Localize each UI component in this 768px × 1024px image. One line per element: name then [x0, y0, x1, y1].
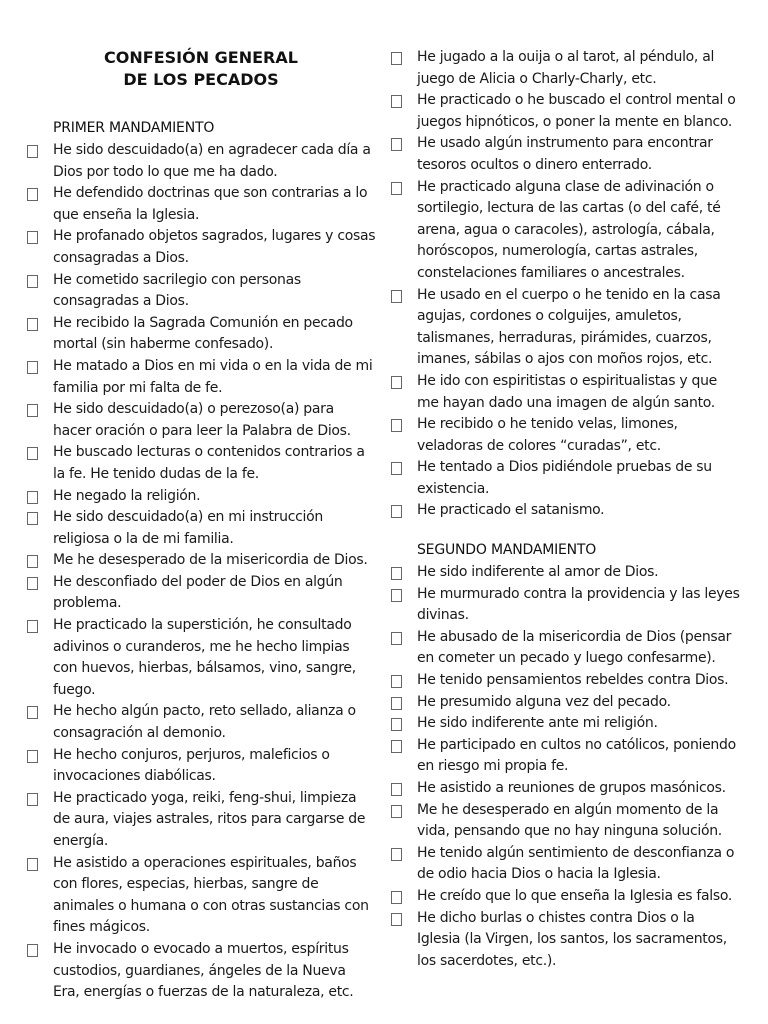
item-text: He practicado la superstición, he consultado adivinos o curanderos, me he hecho limpias con huevos, hierbas, bálsamos, vino, sangre, fuego.	[53, 617, 356, 698]
checkbox[interactable]	[27, 318, 38, 331]
item-text: He sido indiferente al amor de Dios.	[417, 564, 659, 580]
checkbox[interactable]	[391, 740, 402, 753]
checkbox[interactable]	[27, 555, 38, 568]
checklist-item	[390, 500, 740, 522]
checklist-item	[390, 133, 740, 176]
checkbox[interactable]	[27, 706, 38, 719]
checklist-item	[390, 735, 740, 778]
checkbox[interactable]	[391, 376, 402, 389]
section-heading-segundo-mandamiento: SEGUNDO MANDAMIENTO	[417, 542, 597, 558]
item-text: He jugado a la ouija o al tarot, al péndulo, al juego de Alicia o Charly-Charly, etc.	[417, 49, 715, 87]
checklist-item	[26, 507, 376, 550]
checkbox[interactable]	[391, 913, 402, 926]
section-heading-primer-mandamiento: PRIMER MANDAMIENTO	[53, 120, 215, 136]
checkbox[interactable]	[391, 52, 402, 65]
item-text: He invocado o evocado a muertos, espíritus custodios, guardianes, ángeles de la Nueva Era, energías o fuerzas de la naturaleza, etc.	[53, 940, 354, 1001]
checklist-item	[390, 800, 740, 843]
item-text: He profanado objetos sagrados, lugares y cosas consagradas a Dios.	[53, 228, 376, 266]
checkbox[interactable]	[27, 145, 38, 158]
checklist-item	[26, 356, 376, 399]
checkbox[interactable]	[391, 848, 402, 861]
item-text: He asistido a reuniones de grupos masónicos.	[417, 779, 726, 796]
checklist-item	[390, 414, 740, 457]
checkbox[interactable]	[391, 697, 402, 710]
item-text: He buscado lecturas o contenidos contrarios a la fe. He tenido dudas de la fe.	[53, 444, 365, 482]
item-text: He practicado el satanismo.	[417, 502, 605, 519]
checklist-item	[26, 572, 376, 615]
document-title	[26, 47, 376, 91]
checklist-item	[26, 745, 376, 788]
checkbox[interactable]	[391, 182, 402, 195]
primer-mandamiento-list-right	[390, 47, 740, 522]
checkbox[interactable]	[391, 290, 402, 303]
item-text: He creído que lo que enseña la Iglesia es falso.	[417, 887, 733, 904]
checklist-item	[390, 692, 740, 714]
checklist-item	[26, 853, 376, 939]
checkbox[interactable]	[27, 188, 38, 201]
checkbox[interactable]	[27, 231, 38, 244]
checklist-item	[26, 183, 376, 226]
item-text: He participado en cultos no católicos, poniendo en riesgo mi propia fe.	[417, 736, 736, 775]
item-text: Me he desesperado en algún momento de la vida, pensando que no hay ninguna solución.	[417, 801, 722, 840]
checklist-item	[390, 90, 740, 133]
item-text: He tenido algún sentimiento de desconfianza o de odio hacia Dios o hacia la Iglesia.	[417, 844, 735, 883]
title-line-1: CONFESIÓN GENERAL	[104, 48, 298, 67]
checklist-item	[390, 627, 740, 670]
checklist-item	[26, 550, 376, 572]
checkbox[interactable]	[27, 491, 38, 504]
checkbox[interactable]	[27, 793, 38, 806]
item-text: He tentado a Dios pidiéndole pruebas de su existencia.	[417, 459, 712, 497]
checklist-item	[390, 670, 740, 692]
item-text: He hecho conjuros, perjuros, maleficios o invocaciones diabólicas.	[53, 746, 330, 785]
checkbox[interactable]	[391, 718, 402, 731]
item-text: He practicado yoga, reiki, feng-shui, limpieza de aura, viajes astrales, ritos para cargarse de energía.	[53, 789, 366, 849]
checkbox[interactable]	[27, 577, 38, 590]
checkbox[interactable]	[27, 275, 38, 288]
checklist-item	[390, 457, 740, 500]
checklist-item	[26, 226, 376, 269]
checkbox[interactable]	[27, 750, 38, 763]
checkbox[interactable]	[391, 95, 402, 108]
item-text: He murmurado contra la providencia y las leyes divinas.	[417, 585, 740, 624]
checklist-item	[26, 939, 376, 1004]
item-text: He matado a Dios en mi vida o en la vida de mi familia por mi falta de fe.	[53, 357, 373, 396]
checkbox[interactable]	[27, 404, 38, 417]
checkbox[interactable]	[391, 462, 402, 475]
checkbox[interactable]	[27, 361, 38, 374]
item-text: He dicho burlas o chistes contra Dios o la Iglesia (la Virgen, los santos, los sacramentos, los sacerdotes, etc.).	[417, 909, 727, 969]
item-text: He usado en el cuerpo o he tenido en la casa agujas, cordones o colguijes, amuletos, talismanes, herraduras, pirámides, cuarzos, imanes, sábilas o ajos con moños rojos, etc.	[417, 286, 721, 368]
item-text: He presumido alguna vez del pecado.	[417, 693, 671, 710]
item-text: He sido indiferente ante mi religión.	[417, 715, 658, 732]
item-text: He cometido sacrilegio con personas consagradas a Dios.	[53, 271, 301, 310]
checklist-item	[390, 908, 740, 973]
checkbox[interactable]	[391, 891, 402, 904]
checkbox[interactable]	[391, 632, 402, 645]
item-text: He sido descuidado(a) en agradecer cada día a Dios por todo lo que me ha dado.	[53, 142, 371, 180]
item-text: He defendido doctrinas que son contrarias a lo que enseña la Iglesia.	[53, 185, 368, 223]
checkbox[interactable]	[391, 138, 402, 151]
checklist-item	[390, 371, 740, 414]
checkbox[interactable]	[27, 447, 38, 460]
checklist-item	[390, 843, 740, 886]
segundo-mandamiento-list	[390, 562, 740, 972]
item-text: He usado algún instrumento para encontrar tesoros ocultos o dinero enterrado.	[417, 135, 713, 173]
item-text: He sido descuidado(a) en mi instrucción religiosa o la de mi familia.	[53, 509, 323, 547]
checklist-item	[390, 562, 740, 584]
checkbox[interactable]	[27, 944, 38, 957]
checkbox[interactable]	[391, 505, 402, 518]
right-column	[390, 0, 740, 1024]
item-text: He abusado de la misericordia de Dios (pensar en cometer un pecado y luego confesarme).	[417, 628, 732, 667]
item-text: He practicado alguna clase de adivinación o sortilegio, lectura de las cartas (o del café, té arena, agua o caracoles), astrología, cábala, horóscopos, numerología, cartas astrales, constelaciones familiares o ancestrales.	[417, 178, 721, 281]
checklist-item	[26, 313, 376, 356]
primer-mandamiento-list-left	[26, 140, 376, 1004]
left-column	[26, 0, 376, 1024]
checklist-item	[26, 788, 376, 853]
item-text: He practicado o he buscado el control mental o juegos hipnóticos, o poner la mente en blanco.	[417, 92, 736, 130]
item-text: He tenido pensamientos rebeldes contra Dios.	[417, 671, 729, 688]
item-text: He asistido a operaciones espirituales, baños con flores, especias, hierbas, sangre de animales o humana o con otras sustancias con fines mágicos.	[53, 854, 369, 936]
checklist-item	[390, 886, 740, 908]
checklist-item	[26, 140, 376, 183]
checkbox[interactable]	[391, 805, 402, 818]
checkbox[interactable]	[27, 858, 38, 871]
checkbox[interactable]	[391, 675, 402, 688]
checklist-item	[390, 47, 740, 90]
checklist-item	[26, 615, 376, 701]
checkbox[interactable]	[391, 589, 402, 602]
checklist-item	[390, 584, 740, 627]
title-line-2: DE LOS PECADOS	[123, 70, 279, 89]
checklist-item	[26, 399, 376, 442]
checklist-item	[26, 270, 376, 313]
item-text: He hecho algún pacto, reto sellado, alianza o consagración al demonio.	[53, 703, 356, 742]
checkbox[interactable]	[27, 620, 38, 633]
item-text: He ido con espiritistas o espiritualistas y que me hayan dado una imagen de algún santo.	[417, 372, 717, 411]
item-text: Me he desesperado de la misericordia de Dios.	[53, 552, 368, 569]
checkbox[interactable]	[391, 783, 402, 796]
checklist-item	[390, 177, 740, 285]
checklist-item	[26, 486, 376, 508]
item-text: He negado la religión.	[53, 487, 201, 504]
item-text: He sido descuidado(a) o perezoso(a) para hacer oración o para leer la Palabra de Dios.	[53, 401, 351, 439]
item-text: He desconfiado del poder de Dios en algún problema.	[53, 573, 343, 612]
checkbox[interactable]	[391, 567, 402, 580]
checklist-item	[390, 285, 740, 371]
item-text: He recibido o he tenido velas, limones, veladoras de colores “curadas”, etc.	[417, 416, 678, 454]
item-text: He recibido la Sagrada Comunión en pecado mortal (sin haberme confesado).	[53, 314, 353, 353]
checklist-item	[26, 701, 376, 744]
checklist-item	[26, 442, 376, 485]
checklist-item	[390, 713, 740, 735]
checklist-item	[390, 778, 740, 800]
checkbox[interactable]	[27, 512, 38, 525]
checkbox[interactable]	[391, 419, 402, 432]
